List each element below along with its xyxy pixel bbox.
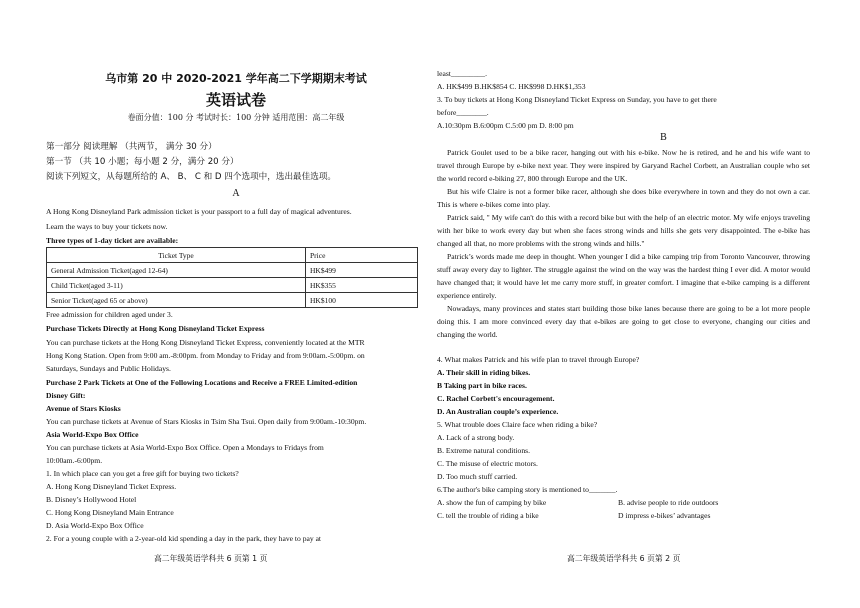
- q4-option-d: D. An Australian couple’s experience.: [437, 407, 559, 416]
- b-paragraph-3: Patrick said, " My wife can't do this with a record bike but with the help of an electric motor. My wife enjoys traveling with her bike to work every day but when she faces strong winds and hills she gets very disappointed. The e-bike has changed all that, no more problems with the strong winds and hills.": [437, 213, 810, 248]
- purchase-line-3: Saturdays, Sundays and Public Holidays.: [46, 364, 171, 373]
- expo-heading: Asia World-Expo Box Office: [46, 430, 139, 439]
- table-row: [47, 278, 418, 293]
- q5-option-b: B. Extreme natural conditions.: [437, 446, 531, 455]
- q6-option-a: A. show the fun of camping by bike: [437, 498, 547, 507]
- q4-option-a: A. Their skill in riding bikes.: [437, 368, 531, 377]
- table-cell: HK$499: [306, 263, 418, 278]
- b-paragraph-5: Nowadays, many provinces and states start building those bike lanes because there are going to be a lot more people doing this. I am more convinced every day that e-bikes are going to get close to everyone, changing our cities and changing the world.: [437, 304, 810, 339]
- two-park-heading-2: Disney Gift:: [46, 391, 86, 400]
- passage-a-label: A: [232, 188, 240, 199]
- q1-option-c: C. Hong Kong Disneyland Main Entrance: [46, 508, 174, 517]
- table-row: [47, 293, 418, 308]
- purchase-heading: Purchase Tickets Directly at Hong Kong Disneyland Ticket Express: [46, 324, 265, 333]
- avenue-heading: Avenue of Stars Kiosks: [46, 404, 121, 413]
- question-5: 5. What trouble does Claire face when riding a bike?: [437, 420, 598, 429]
- b-paragraph-4: Patrick’s words made me deep in thought. When younger I did a bike camping trip from Toronto Vancouver, throwing stuff away every day to lighter. The struggle against the wind on the way was the hardest thing I ever did. A motor would have changed that; it would have let me carry more stuff, in greater comfort. I imagine that e-bike camping is a different experience entirely.: [437, 252, 810, 300]
- q2-continuation: least_________.: [437, 69, 487, 78]
- table-cell: HK$355: [306, 278, 418, 293]
- table-cell: Senior Ticket(aged 65 or above): [47, 293, 306, 308]
- q5-option-a: A. Lack of a strong body.: [437, 433, 515, 442]
- q4-option-c: C. Rachel Corbett's encouragement.: [437, 394, 555, 403]
- ticket-table: [46, 247, 418, 308]
- q5-option-c: C. The misuse of electric motors.: [437, 459, 538, 468]
- avenue-text: You can purchase tickets at Avenue of Stars Kiosks in Tsim Sha Tsui. Open daily from 9:00am.-10:30pm.: [46, 417, 367, 426]
- question-3-line-1: 3. To buy tickets at Hong Kong Disneyland Ticket Express on Sunday, you have to get there: [437, 95, 717, 104]
- q6-option-b: B. advise people to ride outdoors: [618, 498, 719, 507]
- purchase-line-1: You can purchase tickets at the Hong Kong Disneyland Ticket Express, conveniently located at the MTR: [46, 338, 365, 347]
- table-header: Ticket Type: [47, 248, 306, 263]
- question-6: 6.The author's bike camping story is mentioned to_______.: [437, 485, 618, 494]
- table-cell: General Admission Ticket(aged 12-64): [47, 263, 306, 278]
- free-note: Free admission for children aged under 3.: [46, 310, 173, 319]
- expo-line-1: You can purchase tickets at Asia World-Expo Box Office. Open a Mondays to Fridays from: [46, 443, 324, 452]
- exam-info: 卷面分值：100 分 考试时长：100 分钟 适用范围：高二年级: [127, 113, 345, 122]
- two-park-heading-1: Purchase 2 Park Tickets at One of the Following Locations and Receive a FREE Limited-edition: [46, 378, 358, 387]
- b-paragraph-1: Patrick Goulet used to be a bike racer, hanging out with his e-bike. Now he is retired, and he and his wife want to travel through Europe by e-bike next year. They were inspired by Garyand Rachel Corbett, an Australian couple who set the world record e-biking 27, 800 through Europe and the UK.: [437, 148, 810, 183]
- b-paragraph-2: But his wife Claire is not a former bike racer, although she does bike everywhere in town and they do not own a car. This is where e-bikes come into play.: [437, 187, 810, 209]
- page-footer-1: 高二年级英语学科共 6 页第 1 页: [154, 554, 268, 563]
- intro-line-2: Learn the ways to buy your tickets now.: [46, 222, 168, 231]
- table-row: [47, 263, 418, 278]
- q6-option-d: D impress e-bikes’ advantages: [618, 511, 711, 520]
- table-cell: HK$100: [306, 293, 418, 308]
- q1-option-a: A. Hong Kong Disneyland Ticket Express.: [46, 482, 177, 491]
- exam-title: 乌市第 20 中 2020-2021 学年高二下学期期末考试: [105, 72, 367, 85]
- question-3-line-2: before________.: [437, 108, 489, 117]
- question-2: 2. For a young couple with a 2-year-old kid spending a day in the park, they have to pay at: [46, 534, 322, 543]
- part1-heading: 第一部分 阅读理解 （共两节， 满分 30 分）: [46, 142, 217, 152]
- question-1: 1. In which place can you get a free gift for buying two tickets?: [46, 469, 239, 478]
- question-4: 4. What makes Patrick and his wife plan to travel through Europe?: [437, 355, 640, 364]
- page-footer-2: 高二年级英语学科共 6 页第 2 页: [567, 554, 681, 563]
- instruction: 阅读下列短文，从每题所给的 A、 B、 C 和 D 四个选项中，选出最佳选项。: [46, 172, 337, 182]
- q5-option-d: D. Too much stuff carried.: [437, 472, 518, 481]
- q3-options: A.10:30pm B.6:00pm C.5:00 pm D. 8:00 pm: [437, 121, 574, 130]
- intro-line-1: A Hong Kong Disneyland Park admission ticket is your passport to a full day of magical adventures.: [46, 207, 352, 216]
- section1-heading: 第一节 （共 10 小题；每小题 2 分，满分 20 分）: [46, 157, 239, 167]
- q4-option-b: B Taking part in bike races.: [437, 381, 527, 390]
- q1-option-b: B. Disney’s Hollywood Hotel: [46, 495, 137, 504]
- expo-line-2: 10:00am.-6:00pm.: [46, 456, 103, 465]
- q6-option-c: C. tell the trouble of riding a bike: [437, 511, 539, 520]
- exam-subject: 英语试卷: [205, 91, 266, 109]
- ticket-heading: Three types of 1-day ticket are available:: [46, 236, 179, 245]
- purchase-line-2: Hong Kong Station. Open from 9:00 am.-8:00pm. from Monday to Friday and from 9:00am.-5:00pm. on: [46, 351, 365, 360]
- table-header: Price: [306, 248, 418, 263]
- q2-options: A. HK$499 B.HK$854 C. HK$998 D.HK$1,353: [437, 82, 586, 91]
- table-cell: Child Ticket(aged 3-11): [47, 278, 306, 293]
- passage-b-label: B: [660, 132, 667, 143]
- q1-option-d: D. Asia World-Expo Box Office: [46, 521, 144, 530]
- table-header-row: [47, 248, 418, 263]
